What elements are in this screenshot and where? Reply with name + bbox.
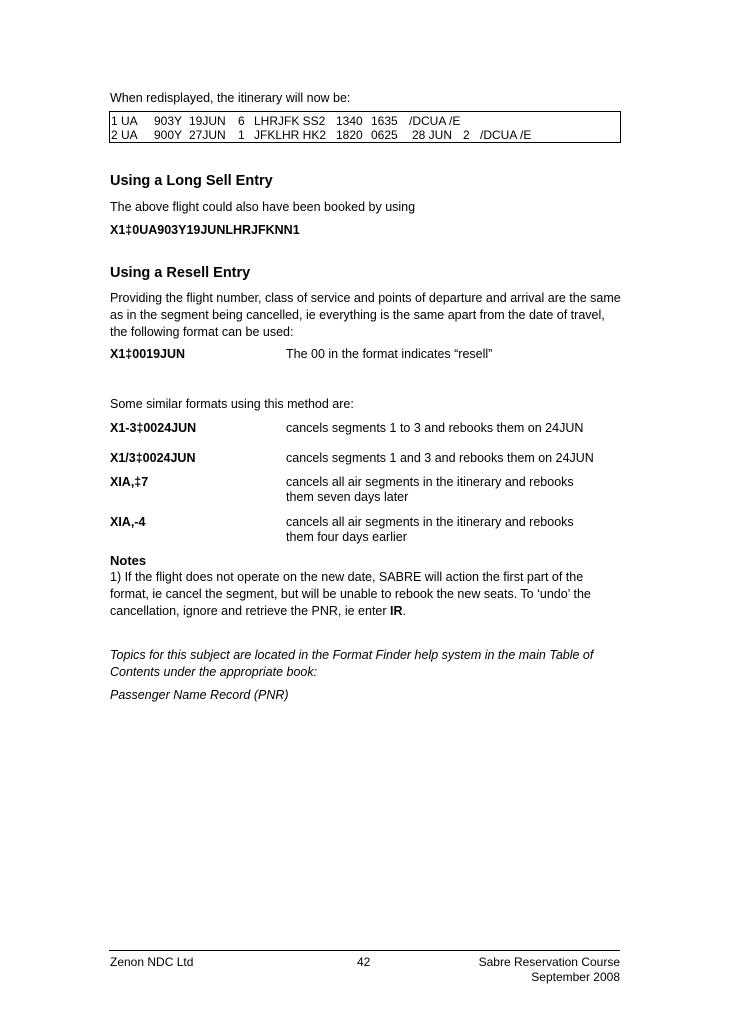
notes-command: IR	[390, 604, 403, 618]
footer-course: Sabre Reservation Course	[478, 955, 620, 969]
day-of-week: 6	[238, 114, 245, 128]
long-sell-entry: X1‡0UA903Y19JUNLHRJFKNN1	[110, 223, 300, 237]
long-sell-heading: Using a Long Sell Entry	[110, 173, 273, 189]
topics-book: Passenger Name Record (PNR)	[110, 688, 289, 702]
topics-text: Topics for this subject are located in the Format Finder help system in the main Table of Contents under the appropriate book:	[110, 648, 594, 679]
flight-date: 27JUN	[189, 128, 226, 142]
segment-tail: /DCUA /E	[480, 128, 532, 142]
similar-formats-intro: Some similar formats using this method are:	[110, 397, 354, 411]
arrive-day: 2	[463, 128, 470, 142]
day-of-week: 1	[238, 128, 245, 142]
notes-text	[110, 569, 625, 620]
arrive-time: 1635	[371, 114, 398, 128]
format-description: cancels segments 1 to 3 and rebooks them on 24JUN	[286, 421, 584, 435]
flight-date: 19JUN	[189, 114, 226, 128]
format-description-continued: them seven days later	[286, 490, 409, 504]
resell-text: Providing the flight number, class of service and points of departure and arrival are the same as in the segment being cancelled, ie everything is the same apart from the date of travel, the following format can be used:	[110, 291, 621, 339]
itinerary-box	[109, 111, 621, 143]
depart-time: 1340	[336, 114, 363, 128]
format-description-continued: them four days earlier	[286, 530, 407, 544]
arrive-time: 0625	[371, 128, 398, 142]
resell-entry: X1‡0019JUN	[110, 347, 186, 361]
format-description: cancels all air segments in the itinerary and rebooks	[286, 475, 574, 489]
city-pair-status: LHRJFK SS2	[254, 114, 326, 128]
format-entry: X1-3‡0024JUN	[110, 421, 197, 435]
footer-page-number: 42	[357, 955, 371, 969]
segment-number: 1 UA	[111, 114, 138, 128]
footer-rule	[109, 950, 620, 951]
depart-time: 1820	[336, 128, 363, 142]
notes-end: .	[402, 604, 407, 618]
arrive-date: 28 JUN	[412, 128, 453, 142]
format-description: cancels segments 1 and 3 and rebooks them on 24JUN	[286, 451, 594, 465]
format-entry: X1/3‡0024JUN	[110, 451, 196, 465]
footer-company: Zenon NDC Ltd	[110, 955, 194, 969]
long-sell-text: The above flight could also have been booked by using	[110, 200, 416, 214]
notes-body: 1) If the flight does not operate on the new date, SABRE will action the first part of the format, ie cancel the segment, but will be unable to rebook the new seats. To ‘undo’ the cancellation, ignore and retrieve the PNR, ie enter	[110, 570, 591, 618]
flight-class: 900Y	[154, 128, 183, 142]
intro-text: When redisplayed, the itinerary will now be:	[110, 91, 351, 105]
segment-tail: /DCUA /E	[409, 114, 461, 128]
resell-entry-description: The 00 in the format indicates “resell”	[286, 347, 493, 361]
resell-heading: Using a Resell Entry	[110, 265, 251, 281]
segment-number: 2 UA	[111, 128, 138, 142]
format-description: cancels all air segments in the itinerary and rebooks	[286, 515, 574, 529]
notes-heading: Notes	[110, 553, 147, 568]
format-entry: XIA,-4	[110, 515, 146, 529]
footer-date: September 2008	[531, 970, 620, 984]
flight-class: 903Y	[154, 114, 183, 128]
city-pair-status: JFKLHR HK2	[254, 128, 327, 142]
format-entry: XIA,‡7	[110, 475, 149, 489]
